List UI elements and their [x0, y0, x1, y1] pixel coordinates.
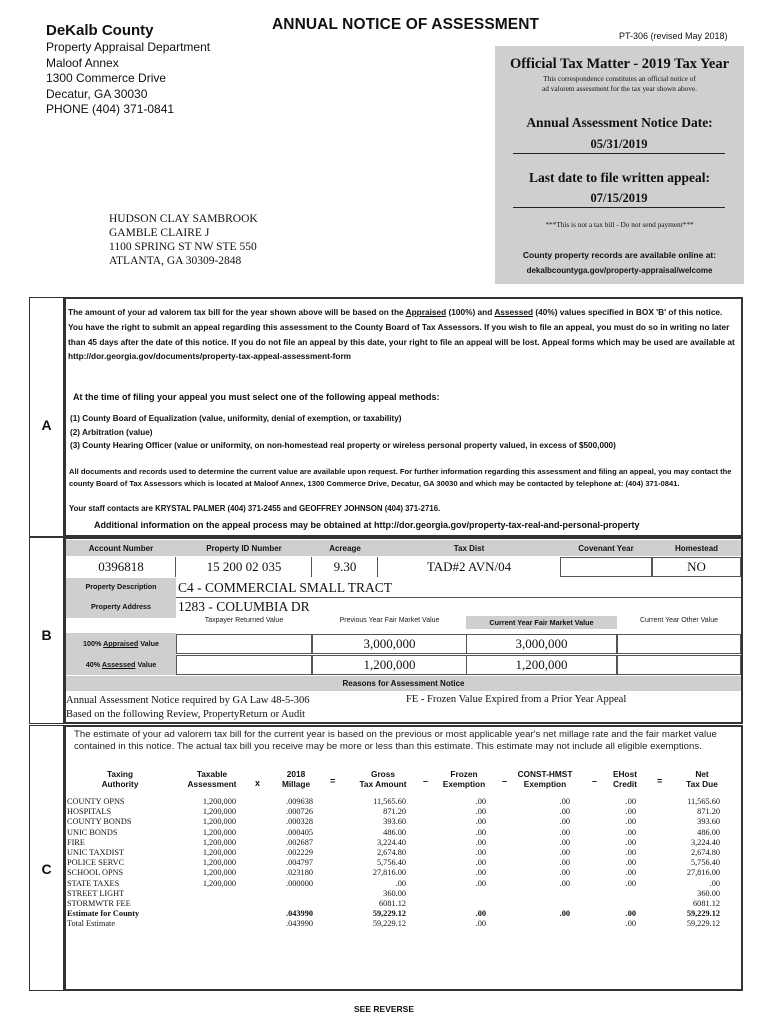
tax-dist-header: Tax Dist	[453, 544, 485, 553]
records-url[interactable]: dekalbcountyga.gov/property-appraisal/welcome	[526, 266, 713, 275]
tax-row-const: .00	[559, 909, 570, 919]
reason-line: Annual Assessment Notice required by GA Law 48-5-306	[66, 695, 310, 706]
account-number: 0396818	[98, 559, 144, 574]
tax-row-frozen: .00	[475, 847, 486, 857]
minus-operator: –	[502, 776, 508, 786]
tax-row-net: 11,565.60	[687, 797, 720, 806]
gross-tax-header: Gross Tax Amount	[359, 769, 407, 789]
tax-row-assessment	[170, 909, 236, 919]
tax-row-const: .00	[559, 807, 570, 817]
documents-paragraph: All documents and records used to determine the current value are available upon request. For further information regarding this assessment and filing an appeal, you may contact the county Board of Tax Assessors which is located at Maloof Annex, 1300 Commerce Drive, Decatur, GA 30030 and which may be contacted by telephone at: (404) 371-0841.	[69, 467, 732, 488]
tax-row-frozen	[440, 899, 486, 909]
label-text: 100%	[82, 639, 104, 648]
tax-row-authority: STORMWTR FEE	[67, 898, 131, 908]
taxing-authority-header: Taxing Authority	[101, 769, 139, 789]
tax-row-authority: Total Estimate	[67, 919, 116, 929]
tax-row-gross: .00	[395, 878, 406, 888]
taxpayer-returned-label: Taxpayer Returned Value	[204, 617, 284, 624]
tax-row-frozen: .00	[475, 868, 486, 878]
tax-row-frozen: .00	[475, 919, 486, 929]
subtext-line: This correspondence constitutes an official notice of	[543, 74, 696, 83]
tax-row-assessment: 1,200,000	[202, 868, 236, 878]
tax-row-net: 59,229.12	[686, 909, 720, 919]
property-id-header: Property ID Number	[206, 544, 282, 553]
tax-row-credit: .00	[625, 868, 636, 878]
reason-line: Based on the following Review, PropertyReturn or Audit	[66, 708, 306, 720]
section-a-letter: A	[41, 417, 52, 433]
dept-line: Maloof Annex	[46, 55, 119, 70]
tax-row-authority: COUNTY BONDS	[67, 817, 132, 827]
tax-row-net: 5,756.40	[690, 858, 720, 868]
tax-row-gross: 11,565.60	[373, 797, 406, 806]
tax-row-net: 393.60	[697, 817, 720, 827]
net-column	[660, 797, 720, 929]
frozen-exemption-header: Frozen Exemption	[442, 769, 486, 789]
current-year-other-label: Current Year Other Value	[639, 617, 719, 624]
assessment-column	[170, 797, 236, 929]
tax-row-gross: 6081.12	[379, 898, 406, 908]
tax-row-credit: .00	[625, 909, 636, 919]
appeal-method: (3) County Hearing Officer (value or uniformity, on non-homestead real property or wireless personal property valued, in excess of $500,000)	[70, 441, 616, 450]
paragraph-text: The amount of your ad valorem tax bill for the year shown above will be based on the	[68, 307, 406, 317]
tax-row-net: 871.20	[697, 807, 720, 817]
reasons-list	[66, 694, 310, 721]
online-records-note: County property records are available online at:	[522, 250, 717, 260]
tax-row-net: 6081.12	[693, 898, 720, 908]
tax-row-gross: 2,674.80	[376, 847, 406, 857]
tax-row-millage	[270, 899, 313, 909]
tax-row-net: 59,229.12	[686, 919, 720, 929]
tax-row-millage: .043990	[286, 919, 313, 929]
official-info-box	[495, 46, 744, 284]
tax-row-net: 486.00	[697, 827, 720, 837]
other-assessed-cell	[617, 655, 741, 675]
appraised-value-label	[66, 633, 176, 655]
tax-row-const: .00	[559, 797, 570, 806]
current-assessed-value: 1,200,000	[515, 657, 568, 672]
owner-address-block	[109, 212, 258, 268]
homestead-header: Homestead	[674, 544, 719, 553]
tax-row-millage: .043990	[286, 909, 313, 919]
dept-line: 1300 Commerce Drive	[46, 71, 167, 85]
appraised-term: Appraised	[103, 639, 139, 648]
minus-operator: –	[592, 776, 598, 786]
tax-row-millage: .000000	[286, 878, 313, 888]
authority-column	[67, 797, 139, 929]
equals-operator: =	[330, 776, 336, 786]
owner-line: HUDSON CLAY SAMBROOK	[109, 213, 258, 225]
ehost-credit-header: EHost Credit	[613, 769, 637, 789]
tax-row-millage: .000405	[286, 827, 313, 837]
tax-row-const	[520, 899, 570, 909]
additional-info-line: Additional information on the appeal process may be obtained at http://dor.georgia.gov/property-tax-real-and-personal-property	[94, 520, 640, 530]
tax-row-net: 27,816.00	[686, 868, 720, 878]
tax-row-frozen: .00	[475, 827, 486, 837]
tax-row-assessment	[170, 899, 236, 909]
returned-appraised-cell	[176, 634, 312, 654]
tax-row-credit: .00	[625, 878, 636, 888]
appeal-method: (2) Arbitration (value)	[70, 427, 153, 437]
department-address	[46, 40, 210, 118]
tax-row-credit	[596, 889, 636, 899]
tax-row-credit: .00	[625, 858, 636, 868]
label-text: Value	[135, 660, 157, 669]
label-text: Value	[138, 639, 160, 648]
tax-row-assessment: 1,200,000	[202, 837, 236, 847]
tax-district: TAD#2 AVN/04	[426, 559, 512, 574]
dept-line: Property Appraisal Department	[46, 40, 211, 54]
tax-row-authority: Estimate for County	[67, 909, 140, 919]
paragraph-text: (100%) and	[446, 307, 495, 317]
section-c-label-box	[29, 725, 64, 991]
tax-row-const: .00	[559, 858, 570, 868]
notice-date-label: Annual Assessment Notice Date:	[526, 115, 713, 130]
tax-row-gross: 360.00	[383, 888, 406, 898]
tax-row-authority: UNIC TAXDIST	[67, 847, 125, 857]
tax-row-gross: 393.60	[383, 817, 406, 827]
const-column	[520, 797, 570, 929]
tax-row-gross: 59,229.12	[372, 909, 406, 919]
tax-row-const	[520, 919, 570, 929]
appeal-deadline-label: Last date to file written appeal:	[528, 170, 711, 185]
tax-row-millage: .002229	[286, 847, 313, 857]
tax-row-gross: 486.00	[383, 827, 406, 837]
tax-row-assessment	[170, 919, 236, 929]
appeal-methods-heading: At the time of filing your appeal you must select one of the following appeal methods:	[73, 392, 440, 402]
taxable-assessment-header: Taxable Assessment	[187, 769, 237, 789]
property-description: C4 - COMMERCIAL SMALL TRACT	[178, 580, 393, 595]
tax-row-frozen: .00	[475, 858, 486, 868]
tax-row-frozen	[440, 889, 486, 899]
staff-contacts: Your staff contacts are KRYSTAL PALMER (404) 371-2455 and GEOFFREY JOHNSON (404) 371-2716.	[69, 504, 441, 513]
tax-row-assessment: 1,200,000	[202, 847, 236, 857]
appeal-method: (1) County Board of Equalization (value, uniformity, denial of exemption, or taxability)	[70, 414, 402, 423]
form-number: PT-306 (revised May 2018)	[619, 31, 728, 41]
reasons-header: Reasons for Assessment Notice	[66, 676, 741, 691]
official-tax-matter-title: Official Tax Matter - 2019 Tax Year	[509, 56, 730, 72]
homestead: NO	[687, 559, 706, 574]
tax-row-millage: .009638	[286, 797, 313, 806]
account-number-header: Account Number	[88, 544, 154, 553]
tax-row-gross: 59,229.12	[372, 919, 406, 929]
returned-assessed-cell	[176, 655, 312, 675]
property-address: 1283 - COLUMBIA DR	[178, 599, 310, 614]
dept-phone: PHONE (404) 371-0841	[46, 102, 175, 116]
tax-row-authority: STATE TAXES	[67, 878, 120, 888]
tax-row-credit: .00	[625, 919, 636, 929]
tax-row-assessment: 1,200,000	[202, 827, 236, 837]
reason-line: FE - Frozen Value Expired from a Prior Year Appeal	[406, 694, 627, 705]
tax-row-assessment: 1,200,000	[202, 878, 236, 888]
tax-row-authority: UNIC BONDS	[67, 827, 118, 837]
tax-row-assessment: 1,200,000	[202, 817, 236, 827]
tax-row-frozen: .00	[475, 807, 486, 817]
credit-column	[596, 797, 636, 929]
assessed-value-label	[66, 655, 176, 675]
property-address-label: Property Address	[66, 598, 176, 618]
tax-row-gross: 27,816.00	[372, 868, 406, 878]
tax-row-net: 3,224.40	[690, 837, 720, 847]
tax-row-frozen: .00	[475, 909, 486, 919]
gross-column	[350, 797, 406, 929]
tax-row-gross: 871.20	[383, 807, 406, 817]
tax-row-const: .00	[559, 827, 570, 837]
appraised-term: Appraised	[405, 307, 447, 317]
tax-row-frozen: .00	[475, 878, 486, 888]
tax-row-millage: .000328	[286, 817, 313, 827]
current-year-fmv-label: Current Year Fair Market Value	[466, 616, 617, 629]
notice-title: ANNUAL NOTICE OF ASSESSMENT	[272, 16, 540, 33]
official-notice-subtext	[495, 74, 744, 93]
acreage-header: Acreage	[329, 544, 361, 553]
notice-date: 05/31/2019	[513, 137, 725, 154]
tax-row-const: .00	[559, 817, 570, 827]
tax-row-assessment: 1,200,000	[202, 858, 236, 868]
owner-line: ATLANTA, GA 30309-2848	[109, 255, 242, 267]
tax-row-credit	[596, 899, 636, 909]
tax-row-credit: .00	[625, 847, 636, 857]
covenant-year-cell	[560, 557, 652, 577]
millage-header: 2018 Millage	[281, 769, 311, 789]
appeal-deadline: 07/15/2019	[513, 191, 725, 208]
assessed-term: Assessed	[494, 307, 534, 317]
equals-operator: =	[657, 776, 663, 786]
tax-row-assessment: 1,200,000	[202, 807, 236, 817]
tax-row-net: 360.00	[697, 888, 720, 898]
tax-row-net: 2,674.80	[690, 847, 720, 857]
net-tax-header: Net Tax Due	[686, 769, 718, 789]
county-name: DeKalb County	[46, 22, 154, 39]
not-a-bill-note: ***This is not a tax bill - Do not send payment***	[545, 220, 694, 229]
covenant-year-header: Covenant Year	[578, 544, 634, 553]
section-b-letter: B	[41, 627, 52, 643]
tax-row-millage	[270, 889, 313, 899]
millage-column	[270, 797, 313, 929]
const-hmst-header: CONST-HMST Exemption	[517, 769, 573, 789]
tax-row-millage: .004797	[286, 858, 313, 868]
tax-row-const	[520, 889, 570, 899]
property-id: 15 200 02 035	[206, 559, 282, 574]
see-reverse-note: SEE REVERSE	[354, 1004, 414, 1014]
tax-row-gross: 3,224.40	[376, 837, 406, 847]
tax-row-const: .00	[559, 878, 570, 888]
tax-row-frozen: .00	[475, 837, 486, 847]
tax-row-gross: 5,756.40	[376, 858, 406, 868]
tax-row-authority: HOSPITALS	[67, 807, 112, 817]
tax-row-const: .00	[559, 868, 570, 878]
tax-row-authority: STREET LIGHT	[67, 888, 125, 898]
section-c-letter: C	[41, 861, 52, 877]
other-appraised-cell	[617, 634, 741, 654]
property-description-label: Property Description	[66, 578, 176, 598]
subtext-line: ad valorem assessment for the tax year shown above.	[541, 83, 697, 93]
prev-assessed-value: 1,200,000	[363, 657, 416, 672]
tax-row-authority: POLICE SERVC	[67, 858, 125, 868]
current-appraised-value: 3,000,000	[515, 636, 568, 651]
label-text: 40%	[85, 660, 102, 669]
assessed-term: Assessed	[101, 660, 136, 669]
owner-line: 1100 SPRING ST NW STE 550	[109, 241, 257, 253]
prev-year-fmv-label: Previous Year Fair Market Value	[339, 617, 440, 624]
tax-row-authority: SCHOOL OPNS	[67, 868, 124, 878]
tax-row-credit: .00	[625, 797, 636, 806]
acreage: 9.30	[333, 559, 357, 574]
paragraph-text: (40%) values specified in BOX 'B' of this notice. You have the right to submit an appeal regarding this assessment to the County Board of Tax Assessors. If you wish to file an appeal, you must do so in writing no later than 45 days after the date of this notice. If you do not file an appeal by this date, your right to file an appeal will be lost. Appeal forms which may be used are available at http://dor.georgia.gov/documents/property-tax-appeal-assessment-form	[68, 307, 735, 362]
multiply-operator: x	[255, 778, 261, 788]
tax-row-authority: COUNTY OPNS	[67, 797, 125, 806]
minus-operator: –	[423, 776, 429, 786]
tax-row-millage: .002687	[286, 837, 313, 847]
tax-row-millage: .000726	[286, 807, 313, 817]
tax-row-assessment: 1,200,000	[202, 797, 236, 806]
tax-row-assessment	[170, 889, 236, 899]
tax-row-const: .00	[559, 847, 570, 857]
tax-row-net: .00	[709, 878, 720, 888]
tax-row-authority: FIRE	[67, 837, 85, 847]
tax-row-frozen: .00	[475, 797, 486, 806]
dept-line: Decatur, GA 30030	[46, 86, 148, 101]
tax-row-credit: .00	[625, 807, 636, 817]
tax-row-const: .00	[559, 837, 570, 847]
appeal-methods-list	[70, 412, 616, 453]
tax-row-credit: .00	[625, 827, 636, 837]
tax-row-credit: .00	[625, 837, 636, 847]
frozen-column	[440, 797, 486, 929]
owner-line: GAMBLE CLAIRE J	[109, 227, 210, 239]
estimate-disclaimer: The estimate of your ad valorem tax bill for the current year is based on the previous or most applicable year's net millage rate and the fair market value contained in this notice. The actual tax bill you receive may be more or less than this estimate. This estimate may not include all eligible exemptions.	[74, 729, 717, 753]
appeal-rights-paragraph	[68, 305, 738, 364]
prev-appraised-value: 3,000,000	[363, 636, 416, 651]
tax-row-frozen: .00	[475, 817, 486, 827]
tax-row-credit: .00	[625, 817, 636, 827]
tax-row-millage: .023180	[286, 868, 313, 878]
